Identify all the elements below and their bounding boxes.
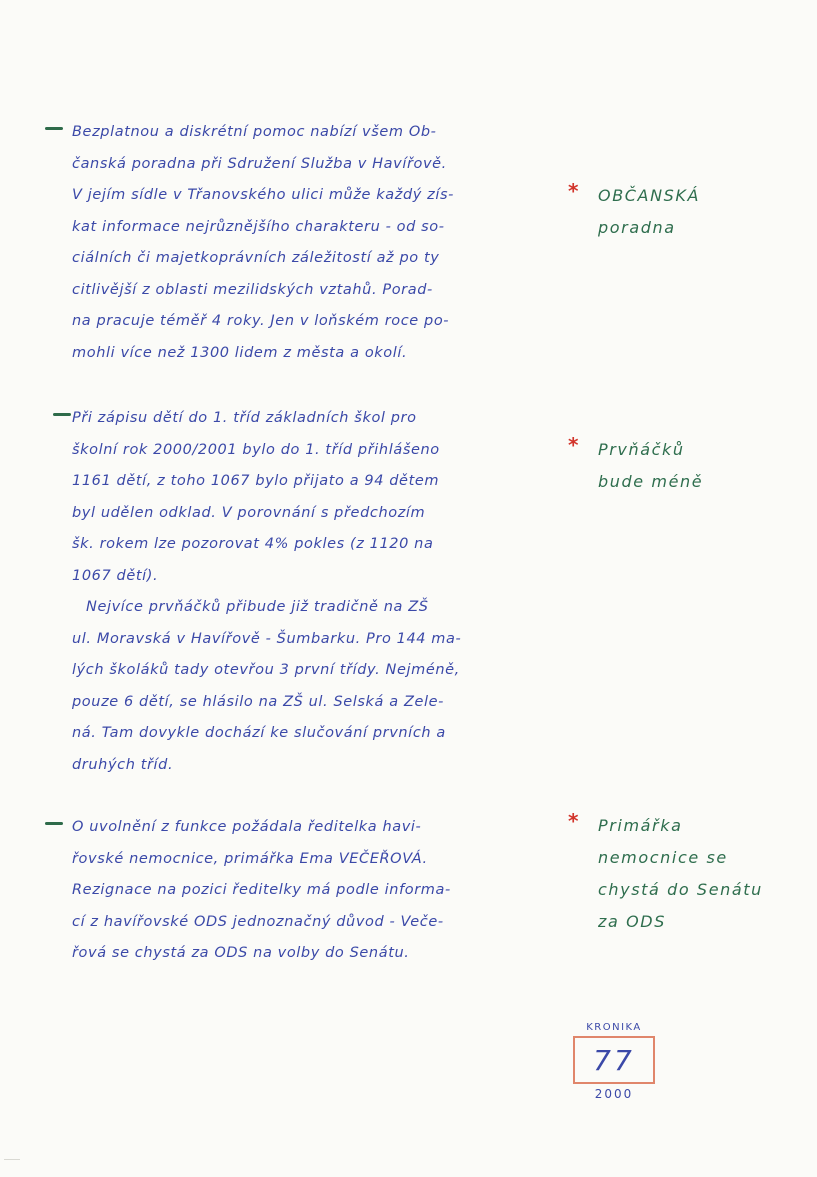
entry-line: ná. Tam dovykle dochází ke slučování prvních a (72, 725, 446, 741)
margin-note-line: Prvňáčků (598, 440, 685, 459)
entry-dash (53, 413, 71, 416)
entry-line: cí z havířovské ODS jednoznačný důvod - Veče- (72, 913, 444, 930)
entry-line: školní rok 2000/2001 bylo do 1. tříd přihlášeno (72, 441, 440, 458)
entry-line: 1161 dětí, z toho 1067 bylo přijato a 94 dětem (72, 473, 440, 489)
kronika-year: 2000 (594, 1087, 634, 1101)
margin-note-prvnacku (568, 434, 808, 498)
margin-note-obcanska (568, 180, 808, 244)
entry-line: V jejím sídle v Třanovského ulici může každý zís- (72, 187, 454, 203)
entry-obcanska-poradna (45, 117, 550, 369)
entry-line: lých školáků tady otevřou 3 první třídy. Nejméně, (72, 662, 460, 678)
asterisk-icon: * (568, 179, 579, 203)
margin-note-line: bude méně (598, 472, 704, 491)
entry-line: citlivější z oblasti mezilidských vztahů. Porad- (72, 281, 433, 298)
entry-line: řovské nemocnice, primářka Ema VEČEŘOVÁ. (72, 850, 428, 867)
entry-line: mohli více než 1300 lidem z města a okolí. (72, 344, 408, 361)
page-number: 77 (593, 1043, 635, 1077)
entry-line: Rezignace na pozici ředitelky má podle informa- (72, 882, 451, 898)
entry-primarka (45, 812, 550, 970)
kronika-stamp (568, 1022, 660, 1101)
margin-note-line: OBČANSKÁ (598, 186, 701, 205)
entry-line: ul. Moravská v Havířově - Šumbarku. Pro 144 ma- (72, 630, 462, 647)
asterisk-icon: * (568, 809, 579, 833)
entry-dash (45, 127, 63, 130)
margin-note-primarka (568, 810, 808, 938)
entry-line: Bezplatnou a diskrétní pomoc nabízí všem Ob- (72, 124, 437, 140)
entry-line: Nejvíce prvňáčků přibude již tradičně na ZŠ (86, 599, 429, 615)
margin-note-line: poradna (598, 218, 676, 237)
entry-line: ciálních či majetkoprávních záležitostí až po ty (72, 250, 440, 266)
entry-line: O uvolnění z funkce požádala ředitelka havi- (72, 819, 422, 835)
page-number-box (573, 1036, 655, 1084)
entry-line: pouze 6 dětí, se hlásilo na ZŠ ul. Selská a Zele- (72, 693, 444, 710)
kronika-label: KRONIKA (586, 1022, 642, 1033)
entry-dash (45, 822, 63, 825)
entry-line: na pracuje téměř 4 roky. Jen v loňském roce po- (72, 313, 450, 329)
entry-line: kat informace nejrůznějšího charakteru - od so- (72, 218, 445, 235)
entry-line: čanská poradna při Sdružení Služba v Havířově. (72, 155, 447, 172)
entry-line: šk. rokem lze pozorovat 4% pokles (z 1120 na (72, 536, 434, 552)
entry-line: 1067 dětí). (72, 567, 159, 584)
margin-note-line: nemocnice se (598, 848, 728, 867)
entry-prvnacku (45, 403, 550, 781)
entry-line: Při zápisu dětí do 1. tříd základních škol pro (72, 410, 417, 426)
margin-note-line: za ODS (598, 912, 666, 931)
entry-line: druhých tříd. (72, 756, 174, 773)
entry-line: byl udělen odklad. V porovnání s předchozím (72, 504, 426, 521)
margin-note-line: Primářka (598, 816, 683, 835)
margin-tick (4, 1159, 20, 1160)
asterisk-icon: * (568, 433, 579, 457)
margin-note-line: chystá do Senátu (598, 880, 763, 899)
entry-line: řová se chystá za ODS na volby do Senátu. (72, 945, 410, 961)
